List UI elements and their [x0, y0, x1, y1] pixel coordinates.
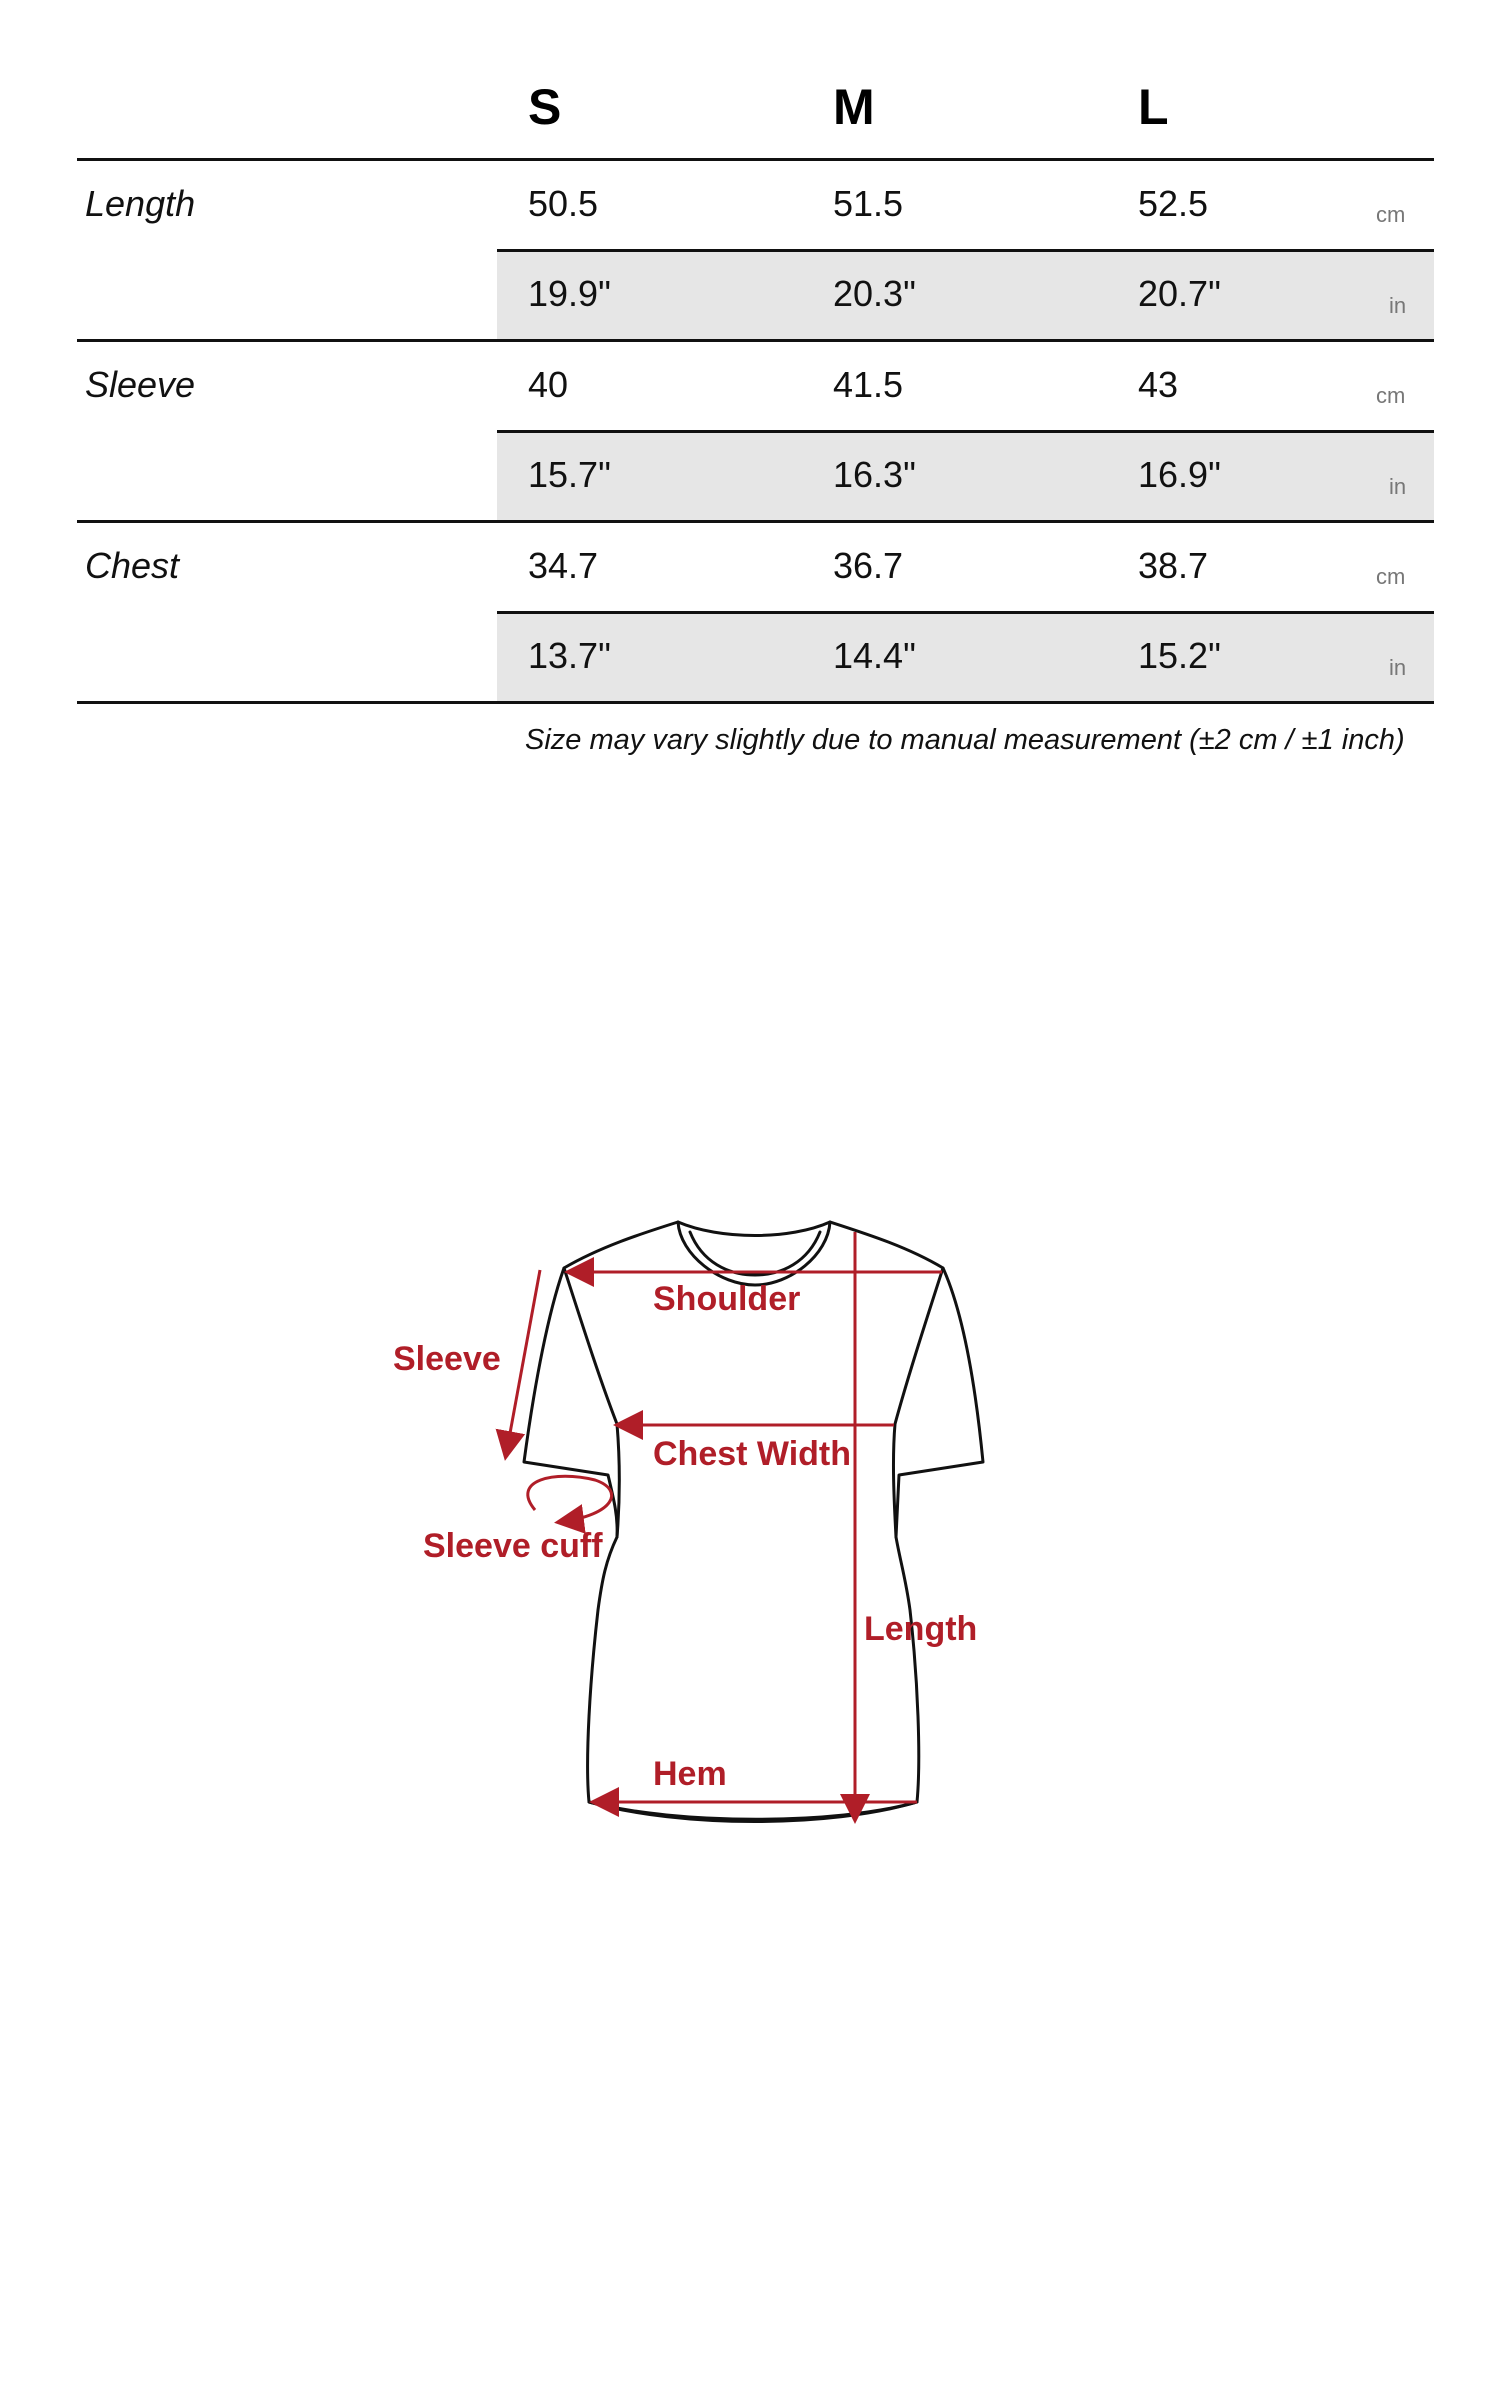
unit-label-cm: cm — [1376, 383, 1406, 408]
sleeve-cuff-label: Sleeve cuff — [423, 1527, 603, 1565]
table-cell: 15.2" — [1138, 635, 1221, 676]
sleeve-label: Sleeve — [393, 1340, 501, 1378]
row-label-length: Length — [85, 183, 196, 224]
table-cell: 16.9" — [1138, 454, 1221, 495]
table-cell: 51.5 — [833, 183, 904, 224]
header-divider — [77, 158, 1434, 161]
row-divider — [77, 339, 1434, 342]
unit-label-in: in — [1389, 655, 1407, 680]
table-cell: 14.4" — [833, 635, 916, 676]
row-divider — [77, 520, 1434, 523]
table-cell: 40 — [528, 364, 569, 405]
row-divider — [497, 430, 1434, 433]
size-chart-table — [0, 0, 1500, 780]
chest-width-label: Chest Width — [653, 1435, 852, 1473]
unit-label-cm: cm — [1376, 564, 1406, 589]
row-divider — [497, 611, 1434, 614]
size-header-m: M — [833, 79, 875, 135]
row-label-chest: Chest — [85, 545, 180, 586]
unit-label-in: in — [1389, 293, 1407, 318]
unit-label-cm: cm — [1376, 202, 1406, 227]
length-label: Length — [864, 1610, 978, 1648]
table-cell: 52.5 — [1138, 183, 1209, 224]
shoulder-label: Shoulder — [653, 1280, 801, 1318]
table-cell: 41.5 — [833, 364, 904, 405]
table-cell: 43 — [1138, 364, 1179, 405]
inch-row-background — [497, 614, 1434, 702]
table-cell: 15.7" — [528, 454, 611, 495]
table-cell: 16.3" — [833, 454, 916, 495]
hem-label: Hem — [653, 1755, 727, 1793]
size-header-l: L — [1138, 79, 1169, 135]
table-cell: 36.7 — [833, 545, 904, 586]
size-header-s: S — [528, 79, 562, 135]
row-divider — [497, 249, 1434, 252]
unit-label-in: in — [1389, 474, 1407, 499]
measurement-note: Size may vary slightly due to manual measurement (±2 cm / ±1 inch) — [525, 724, 1405, 756]
table-cell: 38.7 — [1138, 545, 1209, 586]
inch-row-background — [497, 433, 1434, 521]
table-cell: 19.9" — [528, 273, 611, 314]
table-cell: 13.7" — [528, 635, 611, 676]
inch-row-background — [497, 252, 1434, 340]
table-cell: 20.3" — [833, 273, 916, 314]
table-cell: 50.5 — [528, 183, 599, 224]
row-label-sleeve: Sleeve — [85, 364, 196, 405]
table-bottom-divider — [77, 701, 1434, 704]
table-cell: 20.7" — [1138, 273, 1221, 314]
table-cell: 34.7 — [528, 545, 599, 586]
